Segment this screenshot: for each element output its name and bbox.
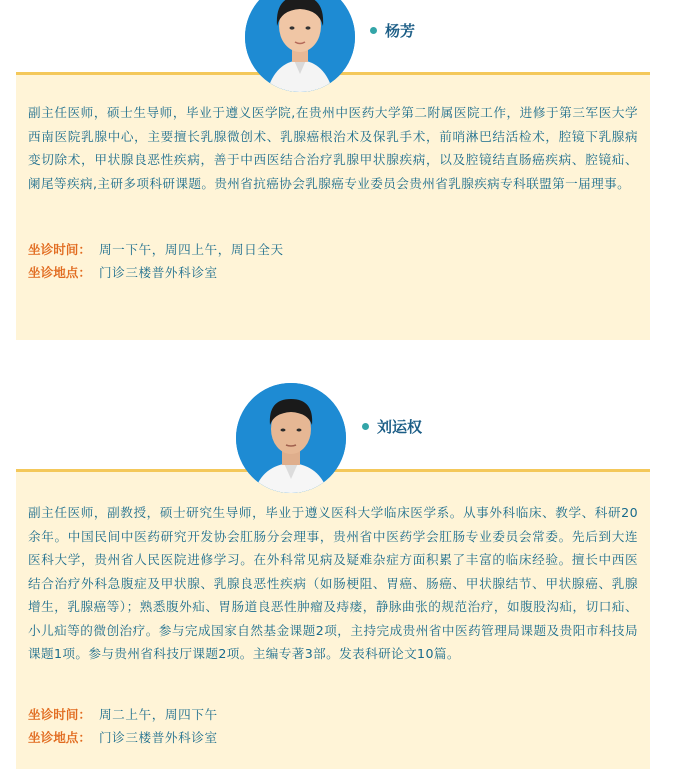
doctor-bio: 副主任医师，硕士生导师，毕业于遵义医学院,在贵州中医药大学第二附属医院工作，进修于第三军医大学西南医院乳腺中心，主要擅长乳腺微创术、乳腺癌根治术及保乳手术，前哨淋巴结活检术，腔镜下乳腺病变切除术，甲状腺良恶性疾病，善于中西医结合治疗乳腺甲状腺疾病，以及腔镜结直肠癌疾病、腔镜疝、阑尾等疾病,主研多项科研课题。贵州省抗癌协会乳腺癌专业委员会贵州省乳腺疾病专科联盟第一届理事。 xyxy=(28,105,638,191)
schedule-place xyxy=(28,261,218,285)
schedule-time-label: 坐诊时间： xyxy=(28,242,91,257)
doctor-card-1 xyxy=(16,72,650,340)
schedule-place-value: 门诊三楼普外科诊室 xyxy=(98,265,218,280)
doctor-name-row xyxy=(362,416,422,437)
schedule-time-label: 坐诊时间： xyxy=(28,707,91,722)
schedule-time xyxy=(28,238,284,262)
doctor-name: 刘运权 xyxy=(377,418,423,436)
doctor-name-row xyxy=(370,20,415,41)
doctor-name: 杨芳 xyxy=(385,22,416,40)
schedule-place-label: 坐诊地点： xyxy=(28,730,91,745)
male-doctor-portrait-icon xyxy=(236,383,346,493)
bullet-dot-icon xyxy=(362,423,369,430)
schedule-place-value: 门诊三楼普外科诊室 xyxy=(98,730,218,745)
schedule-place-label: 坐诊地点： xyxy=(28,265,91,280)
doctor-bio: 副主任医师，副教授，硕士研究生导师，毕业于遵义医科大学临床医学系。从事外科临床、教学、科研20余年。中国民间中医药研究开发协会肛肠分会理事，贵州省中医药学会肛肠专业委员会常委。先后到大连医科大学，贵州省人民医院进修学习。在外科常见病及疑难杂症方面积累了丰富的临床经验。擅长中西医结合治疗外科急腹症及甲状腺、乳腺良恶性疾病（如肠梗阻、胃癌、肠癌、甲状腺结节、甲状腺癌、乳腺增生，乳腺癌等）；熟悉腹外疝、胃肠道良恶性肿瘤及痔瘘，静脉曲张的规范治疗，如腹股沟疝，切口疝、小儿疝等的微创治疗。参与完成国家自然基金课题2项，主持完成贵州省中医药管理局课题及贵阳市科技局课题1项。参与贵州省科技厅课题2项。主编专著3部。发表科研论文10篇。 xyxy=(28,505,638,661)
schedule-time-value: 周一下午，周四上午，周日全天 xyxy=(98,242,284,257)
schedule-place xyxy=(28,726,218,750)
doctor-card-2 xyxy=(16,469,650,769)
bullet-dot-icon xyxy=(370,27,377,34)
schedule-time xyxy=(28,703,218,727)
schedule-time-value: 周二上午，周四下午 xyxy=(98,707,218,722)
doctor-avatar xyxy=(236,383,346,493)
